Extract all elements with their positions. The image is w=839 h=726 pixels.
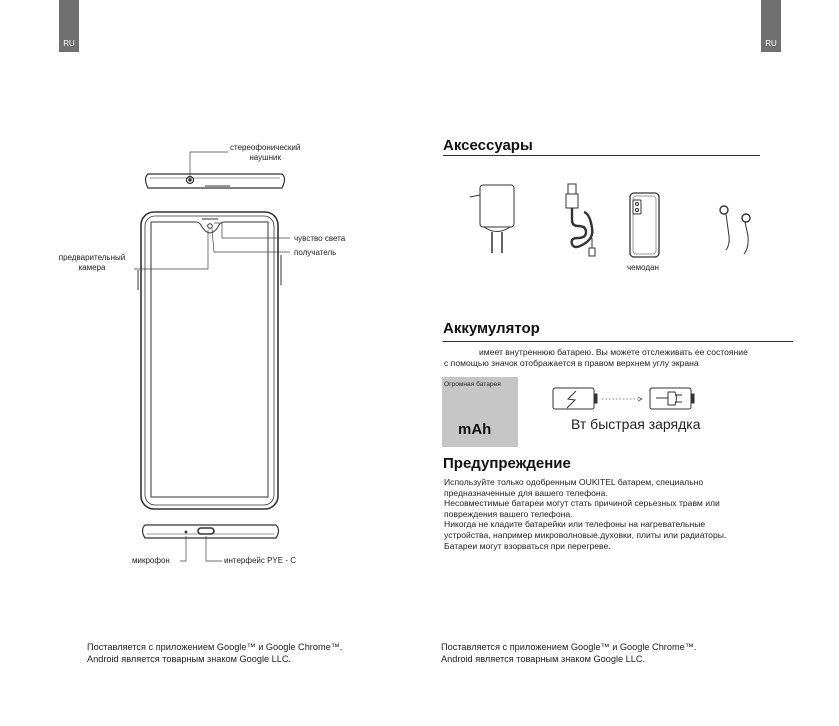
battery-line-2: с помощью значок отображается в правом верхнем углу экрана xyxy=(444,358,699,368)
case-label: чемодан xyxy=(627,263,659,272)
front-camera-lens xyxy=(208,224,213,229)
microphone-label: микрофон xyxy=(132,556,170,565)
battery-rule xyxy=(443,341,793,342)
battery-low-icon xyxy=(553,388,597,409)
light-sensor-label: чувство света xyxy=(294,234,346,243)
phone-case-icon xyxy=(630,193,659,257)
receiver-label: получатель xyxy=(294,248,337,257)
battery-capacity-box xyxy=(442,377,518,447)
page-tag: RU xyxy=(63,39,75,48)
type-c-label: интерфейс PYE - C xyxy=(224,556,296,565)
charging-plug-icon xyxy=(650,388,694,409)
warning-title: Предупреждение xyxy=(443,455,571,472)
footer-right: Поставляется с приложением Google™ и Google Chrome™. Android является товарным знаком Google LLC. xyxy=(441,642,697,664)
front-camera-label: предварительный камера xyxy=(58,253,126,272)
earphones-icon xyxy=(720,206,750,254)
battery-title: Аккумулятор xyxy=(443,320,540,337)
headphone-label: стереофонический наушник xyxy=(230,143,301,162)
battery-box-title: Огромная батарея xyxy=(444,381,501,388)
accessories-rule xyxy=(443,155,760,156)
phone-bottom-view xyxy=(143,525,279,538)
fast-charge-label: Вт быстрая зарядка xyxy=(571,416,701,432)
battery-box-unit: mAh xyxy=(458,421,492,438)
warning-text: Используйте только одобренным OUKITEL батарем, специально предназначенные для вашего телефона. Несовместимые батареи могут стать причиной серьезных травм или повреждения вашего телефона. Никогда не кладите батарейки или телефоны на нагревательные устройства, например микроволновые.духовки, плиты или радиаторы. Батареи могут взорваться при перегреве. xyxy=(444,477,727,551)
type-c-port-icon xyxy=(198,528,214,534)
battery-line-1: имеет внутреннюю батарею. Вы можете отслеживать ее состояние xyxy=(479,347,748,357)
charger-icon xyxy=(470,185,514,253)
usb-cable-icon xyxy=(566,184,595,256)
accessories-title: Аксессуары xyxy=(443,137,533,154)
microphone-hole xyxy=(185,531,187,533)
phone-top-view xyxy=(146,174,285,188)
footer-left: Поставляется с приложением Google™ и Google Chrome™. Android является товарным знаком Google LLC. xyxy=(87,642,343,664)
page-tag: RU xyxy=(765,39,777,48)
phone-front-view xyxy=(138,212,281,509)
